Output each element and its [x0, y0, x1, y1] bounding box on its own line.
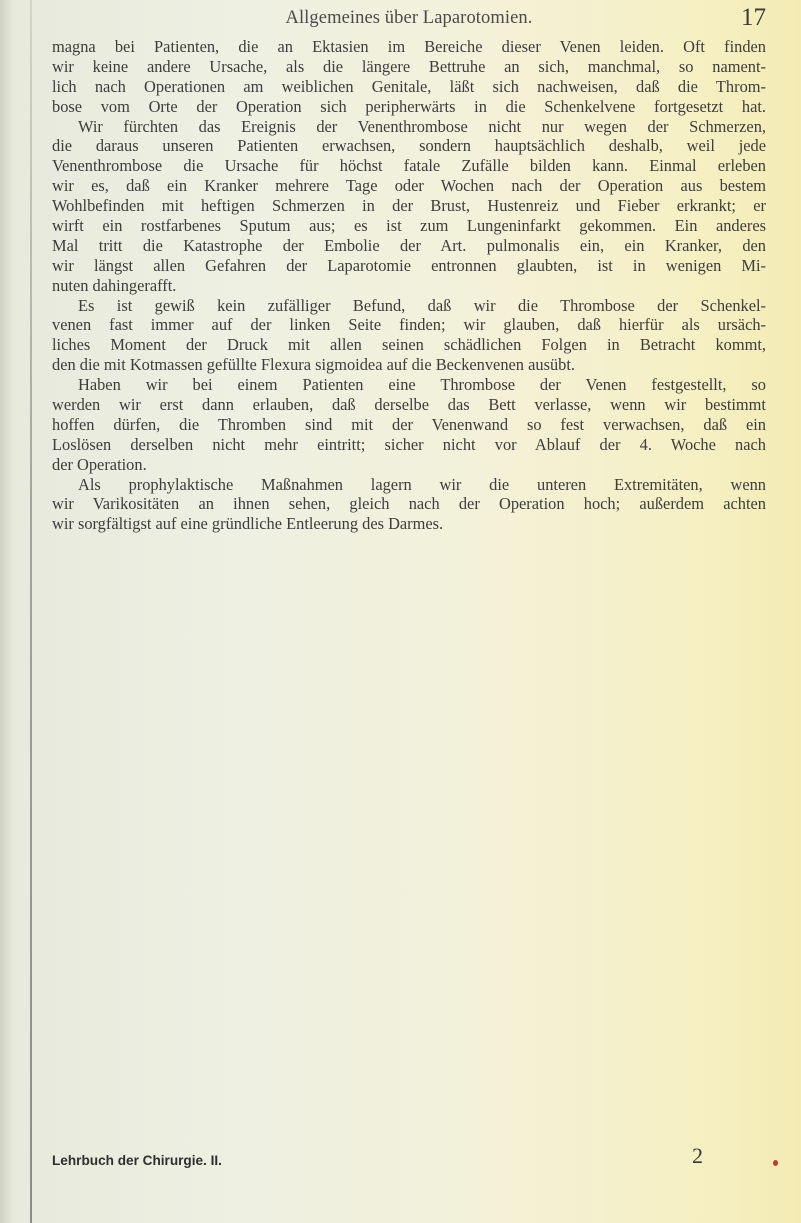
- text-line: die daraus unseren Patienten erwachsen, sondern hauptsächlich deshalb, weil jede: [52, 136, 766, 156]
- body-text: [52, 37, 766, 534]
- text-line: den die mit Kotmassen gefüllte Flexura sigmoidea auf die Beckenvenen ausübt.: [52, 355, 575, 375]
- text-line: werden wir erst dann erlauben, daß derselbe das Bett verlasse, wenn wir bestimmt: [52, 395, 766, 415]
- running-title: Allgemeines über Laparotomien.: [285, 8, 533, 28]
- text-line: Wir fürchten das Ereignis der Venenthrombose nicht nur wegen der Schmerzen,: [78, 116, 766, 136]
- ink-speck: [773, 1160, 778, 1166]
- text-line: bose vom Orte der Operation sich peripherwärts in die Schenkelvene fortgesetzt hat.: [52, 96, 766, 116]
- text-line: Wohlbefinden mit heftigen Schmerzen in der Brust, Hustenreiz und Fieber erkrankt; er: [52, 196, 766, 216]
- page-binding-edge: [0, 0, 14, 1223]
- text-line: Es ist gewiß kein zufälliger Befund, daß wir die Thrombose der Schenkel-: [78, 295, 766, 315]
- text-line: liches Moment der Druck mit allen seinen schädlichen Folgen in Betracht kommt,: [52, 335, 766, 355]
- page-footer: [52, 1143, 766, 1179]
- page-number: 17: [741, 4, 766, 31]
- text-line: Loslösen derselben nicht mehr eintritt; sicher nicht vor Ablauf der 4. Woche nach: [52, 434, 766, 454]
- text-line: der Operation.: [52, 454, 147, 474]
- sheet-number: 2: [692, 1143, 703, 1168]
- text-line: Als prophylaktische Maßnahmen lagern wir die unteren Extremitäten, wenn: [78, 474, 766, 494]
- text-line: magna bei Patienten, die an Ektasien im Bereiche dieser Venen leiden. Oft finden: [52, 37, 766, 56]
- text-line: wir es, daß ein Kranker mehrere Tage oder Wochen nach der Operation aus bestem: [52, 176, 766, 196]
- running-head: [52, 4, 766, 38]
- text-line: Mal tritt die Katastrophe der Embolie der Art. pulmonalis ein, ein Kranker, den: [52, 235, 766, 255]
- text-line: venen fast immer auf der linken Seite finden; wir glauben, daß hierfür als ursäch-: [52, 315, 766, 335]
- text-line: nuten dahingerafft.: [52, 275, 177, 295]
- text-line: wir längst allen Gefahren der Laparotomie entronnen glaubten, ist in wenigen Mi-: [52, 255, 766, 275]
- text-line: wir Varikositäten an ihnen sehen, gleich nach der Operation hoch; außerdem achten: [52, 494, 766, 514]
- text-line: hoffen dürfen, die Thromben sind mit der Venenwand so fest verwachsen, daß ein: [52, 414, 766, 434]
- page-gutter-line: [30, 0, 32, 1223]
- text-line: wir keine andere Ursache, als die längere Bettruhe an sich, manchmal, so nament-: [52, 56, 766, 76]
- text-line: wirft ein rostfarbenes Sputum aus; es ist zum Lungeninfarkt gekommen. Ein anderes: [52, 216, 766, 236]
- text-line: wir sorgfältigst auf eine gründliche Entleerung des Darmes.: [52, 514, 444, 534]
- text-line: Haben wir bei einem Patienten eine Thrombose der Venen festgestellt, so: [78, 375, 766, 395]
- signature-line: Lehrbuch der Chirurgie. II.: [52, 1153, 222, 1168]
- text-line: Venenthrombose die Ursache für höchst fatale Zufälle bilden kann. Einmal erleben: [52, 156, 766, 176]
- text-line: lich nach Operationen am weiblichen Genitale, läßt sich nachweisen, daß die Throm-: [52, 76, 766, 96]
